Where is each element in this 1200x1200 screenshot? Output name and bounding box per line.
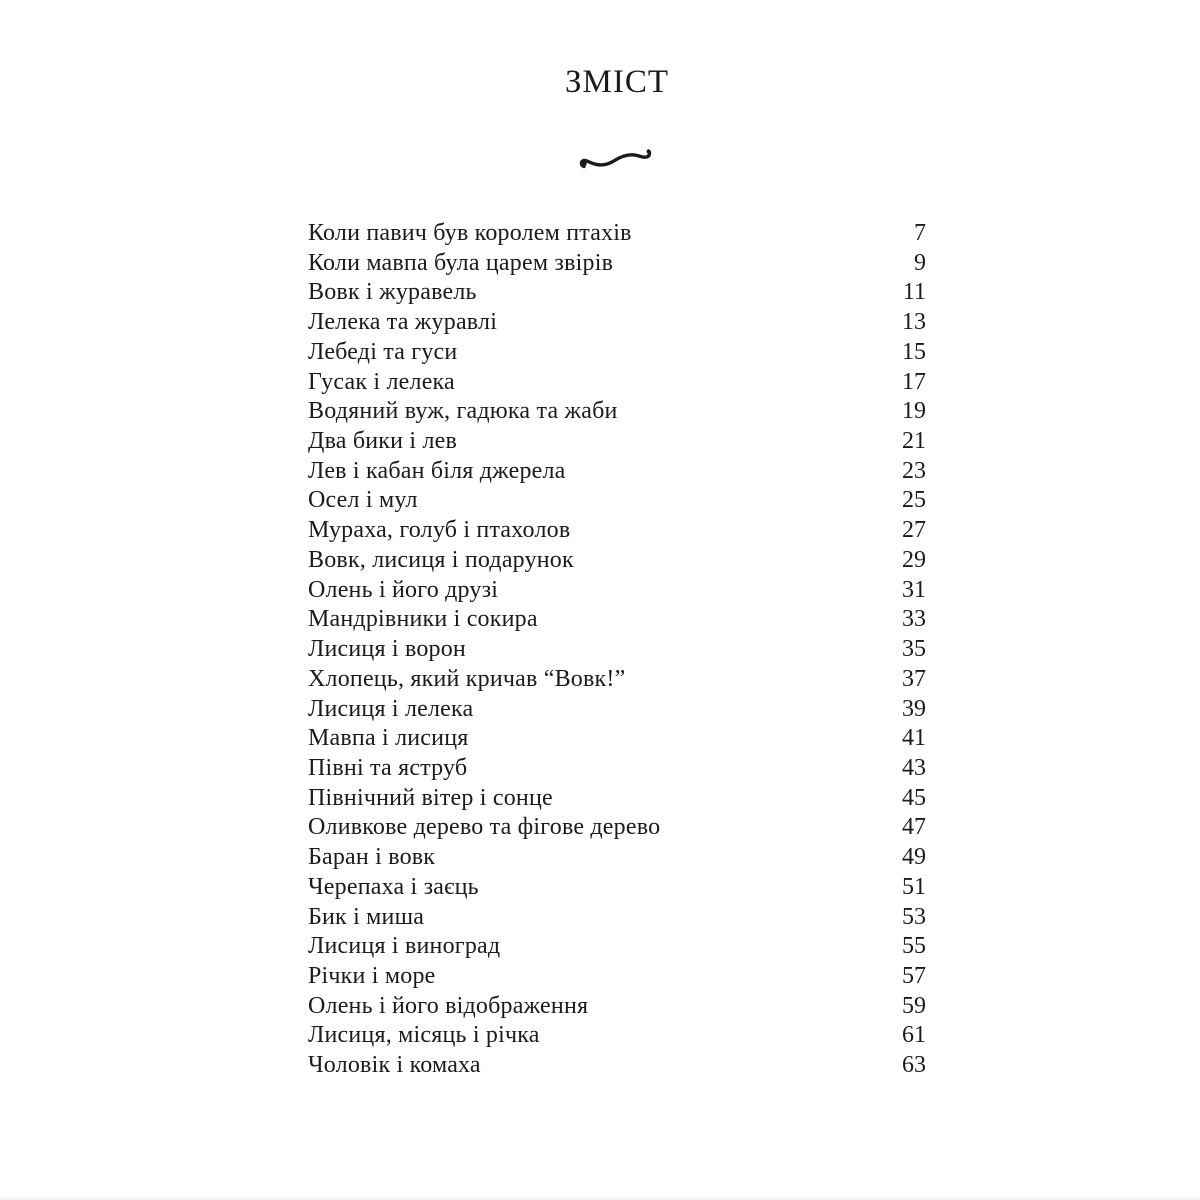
toc-entry-title: Північний вітер і сонце [308, 784, 553, 811]
toc-entry-page-number: 37 [902, 665, 926, 692]
toc-entry-title: Водяний вуж, гадюка та жаби [308, 398, 618, 425]
toc-entry [308, 695, 926, 725]
toc-entry-title: Бик і миша [308, 903, 425, 930]
toc-entry [308, 754, 926, 784]
toc-entry-page-number: 63 [902, 1052, 926, 1079]
toc-entry-page-number: 21 [902, 428, 926, 455]
toc-entry-title: Коли павич був королем птахів [308, 220, 632, 246]
ornament-container [308, 146, 926, 177]
toc-entry-page-number: 7 [914, 220, 926, 246]
toc-entry [308, 1021, 926, 1051]
toc-entry-title: Вовк і журавель [308, 279, 477, 306]
toc-entry-title: Олень і його друзі [308, 576, 499, 603]
toc-entry-page-number: 57 [902, 962, 926, 989]
toc-entry-page-number: 29 [902, 546, 926, 573]
toc-entry [308, 1051, 926, 1081]
page-bottom-edge [0, 1196, 1200, 1200]
toc-entry-title: Лисиця, місяць і річка [308, 1022, 540, 1049]
toc-entry-page-number: 55 [902, 933, 926, 960]
toc-entry-title: Чоловік і комаха [308, 1052, 481, 1079]
toc-entry-page-number: 41 [902, 725, 926, 752]
toc-entry-page-number: 53 [902, 903, 926, 930]
toc-entry-page-number: 45 [902, 784, 926, 811]
toc-entry [308, 784, 926, 814]
toc-entry [308, 516, 926, 546]
toc-entry-page-number: 9 [914, 249, 926, 276]
toc-entry-page-number: 59 [902, 992, 926, 1019]
toc-entry [308, 903, 926, 933]
toc-entry [308, 249, 926, 279]
toc-entry-title: Мавпа і лисиця [308, 725, 469, 752]
toc-entry [308, 278, 926, 308]
toc-entry-page-number: 43 [902, 754, 926, 781]
toc-entry [308, 486, 926, 516]
toc-entry [308, 427, 926, 457]
toc-entry [308, 308, 926, 338]
toc-entry-title: Річки і море [308, 962, 436, 989]
toc-entry-title: Черепаха і заєць [308, 873, 479, 900]
toc-entry-title: Оливкове дерево та фігове дерево [308, 814, 661, 841]
toc-entry-title: Лисиця і лелека [308, 695, 474, 722]
toc-entry [308, 605, 926, 635]
page-title: ЗМІСТ [564, 64, 670, 100]
toc-entry-page-number: 13 [902, 309, 926, 336]
toc-entry [308, 813, 926, 843]
toc-entry [308, 368, 926, 398]
toc-entry [308, 724, 926, 754]
table-of-contents [308, 219, 926, 1081]
toc-entry [308, 219, 926, 249]
toc-entry-page-number: 15 [902, 338, 926, 365]
toc-entry-page-number: 27 [902, 517, 926, 544]
toc-entry [308, 576, 926, 606]
toc-entry [308, 457, 926, 487]
swash-tilde-icon [578, 146, 656, 177]
toc-entry [308, 665, 926, 695]
toc-entry-page-number: 19 [902, 398, 926, 425]
toc-entry-title: Олень і його відображення [308, 992, 589, 1019]
toc-entry-page-number: 39 [902, 695, 926, 722]
toc-entry [308, 962, 926, 992]
toc-entry-title: Коли мавпа була царем звірів [308, 249, 614, 276]
toc-entry-page-number: 51 [902, 873, 926, 900]
toc-entry-page-number: 31 [902, 576, 926, 603]
toc-entry-title: Мураха, голуб і птахолов [308, 517, 571, 544]
toc-entry [308, 397, 926, 427]
toc-entry-page-number: 47 [902, 814, 926, 841]
toc-entry-title: Хлопець, який кричав “Вовк!” [308, 665, 626, 692]
toc-entry-title: Півні та яструб [308, 754, 468, 781]
toc-entry-title: Лев і кабан біля джерела [308, 457, 566, 484]
toc-entry-title: Лисиця і виноград [308, 933, 501, 960]
toc-entry [308, 873, 926, 903]
toc-entry-page-number: 25 [902, 487, 926, 514]
toc-entry [308, 843, 926, 873]
toc-entry-page-number: 35 [902, 636, 926, 663]
toc-entry [308, 546, 926, 576]
toc-entry [308, 635, 926, 665]
toc-entry [308, 992, 926, 1022]
toc-entry-page-number: 33 [902, 606, 926, 633]
toc-entry-title: Лисиця і ворон [308, 636, 466, 663]
toc-entry-title: Лебеді та гуси [308, 338, 458, 365]
toc-entry [308, 932, 926, 962]
toc-entry-title: Лелека та журавлі [308, 309, 498, 336]
toc-entry-page-number: 23 [902, 457, 926, 484]
toc-entry-page-number: 11 [902, 279, 926, 306]
toc-entry-title: Два бики і лев [308, 428, 458, 455]
toc-entry-title: Мандрівники і сокира [308, 606, 538, 633]
toc-entry-page-number: 17 [902, 368, 926, 395]
toc-entry-page-number: 61 [902, 1022, 926, 1049]
toc-entry-page-number: 49 [902, 844, 926, 871]
toc-entry-title: Вовк, лисиця і подарунок [308, 546, 574, 573]
toc-entry-title: Осел і мул [308, 487, 418, 514]
toc-entry [308, 338, 926, 368]
toc-entry-title: Гусак і лелека [308, 368, 455, 395]
toc-entry-title: Баран і вовк [308, 844, 436, 871]
